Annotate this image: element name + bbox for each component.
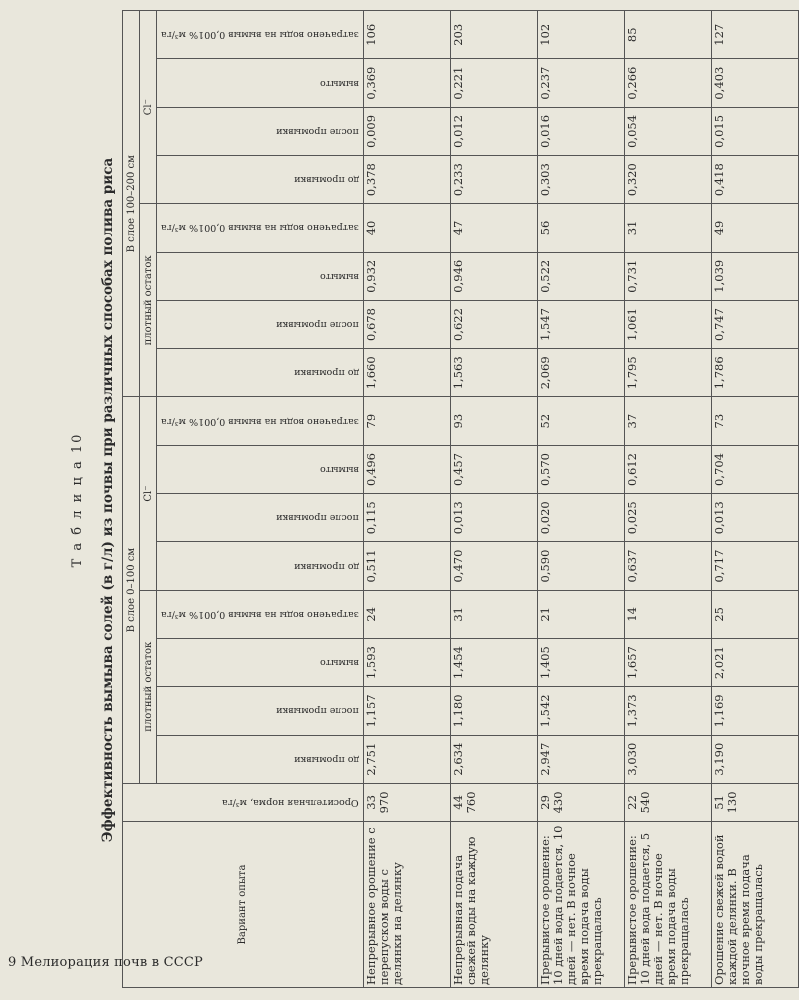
value-cell: 0,303 bbox=[537, 156, 624, 204]
header-after: после промывки bbox=[157, 494, 364, 542]
value-cell: 0,747 bbox=[711, 300, 798, 348]
page-footer: 9 Мелиорация почв в СССР bbox=[8, 955, 203, 970]
table-row bbox=[537, 11, 624, 988]
value-cell: 1,157 bbox=[363, 687, 450, 735]
value-cell: 31 bbox=[450, 590, 537, 638]
norm-cell: 22 540 bbox=[624, 783, 711, 821]
value-cell: 49 bbox=[711, 204, 798, 252]
value-cell: 0,009 bbox=[363, 107, 450, 155]
header-cost: затрачено воды на вымыв 0,001% м³/га bbox=[157, 397, 364, 445]
value-cell: 1,660 bbox=[363, 349, 450, 397]
header-chloride-1: Cl⁻ bbox=[140, 397, 157, 590]
value-cell: 0,369 bbox=[363, 59, 450, 107]
value-cell: 1,180 bbox=[450, 687, 537, 735]
value-cell: 85 bbox=[624, 11, 711, 59]
value-cell: 0,012 bbox=[450, 107, 537, 155]
value-cell: 1,405 bbox=[537, 638, 624, 686]
value-cell: 1,169 bbox=[711, 687, 798, 735]
norm-cell: 29 430 bbox=[537, 783, 624, 821]
value-cell: 0,378 bbox=[363, 156, 450, 204]
value-cell: 1,593 bbox=[363, 638, 450, 686]
value-cell: 0,612 bbox=[624, 445, 711, 493]
header-variant: Вариант опыта bbox=[123, 822, 364, 988]
variant-cell: Непрерывное орошение с перепуском воды с делянки на делянку bbox=[363, 822, 450, 988]
value-cell: 0,016 bbox=[537, 107, 624, 155]
value-cell: 0,266 bbox=[624, 59, 711, 107]
header-after: после промывки bbox=[157, 300, 364, 348]
header-norm bbox=[123, 783, 364, 821]
header-washed: вымыто bbox=[157, 638, 364, 686]
value-cell: 0,496 bbox=[363, 445, 450, 493]
header-dry-residue-1: плотный остаток bbox=[140, 590, 157, 783]
table-number: Т а б л и ц а 10 bbox=[70, 432, 85, 568]
value-cell: 0,570 bbox=[537, 445, 624, 493]
header-washed: вымыто bbox=[157, 252, 364, 300]
variant-cell: Орошение свежей водой каждой делянки. В ночное время подача воды прекращалась bbox=[711, 822, 798, 988]
value-cell: 1,563 bbox=[450, 349, 537, 397]
variant-cell: Прерывистое орошение: 10 дней вода подается, 5 дней — нет. В ночное время подача воды прекращалась bbox=[624, 822, 711, 988]
header-norm-label: Оросительная норма, м³/га bbox=[222, 796, 359, 808]
value-cell: 1,454 bbox=[450, 638, 537, 686]
norm-cell: 33 970 bbox=[363, 783, 450, 821]
header-after: после промывки bbox=[157, 107, 364, 155]
table-row bbox=[450, 11, 537, 988]
value-cell: 24 bbox=[363, 590, 450, 638]
value-cell: 0,731 bbox=[624, 252, 711, 300]
variant-cell: Непрерывная подача свежей воды на каждую делянку bbox=[450, 822, 537, 988]
value-cell: 127 bbox=[711, 11, 798, 59]
header-before: до промывки bbox=[157, 735, 364, 783]
value-cell: 1,547 bbox=[537, 300, 624, 348]
value-cell: 0,025 bbox=[624, 494, 711, 542]
value-cell: 1,039 bbox=[711, 252, 798, 300]
value-cell: 0,522 bbox=[537, 252, 624, 300]
table-row bbox=[711, 11, 798, 988]
table-row bbox=[363, 11, 450, 988]
value-cell: 31 bbox=[624, 204, 711, 252]
value-cell: 0,221 bbox=[450, 59, 537, 107]
value-cell: 0,237 bbox=[537, 59, 624, 107]
value-cell: 203 bbox=[450, 11, 537, 59]
value-cell: 0,704 bbox=[711, 445, 798, 493]
value-cell: 2,021 bbox=[711, 638, 798, 686]
value-cell: 106 bbox=[363, 11, 450, 59]
header-dry-residue-2: плотный остаток bbox=[140, 204, 157, 397]
value-cell: 1,795 bbox=[624, 349, 711, 397]
table-row bbox=[624, 11, 711, 988]
header-layer-100-200: В слое 100–200 см bbox=[123, 11, 140, 397]
value-cell: 93 bbox=[450, 397, 537, 445]
value-cell: 2,751 bbox=[363, 735, 450, 783]
value-cell: 1,786 bbox=[711, 349, 798, 397]
header-layer-0-100: В слое 0–100 см bbox=[123, 397, 140, 783]
header-before: до промывки bbox=[157, 542, 364, 590]
value-cell: 0,418 bbox=[711, 156, 798, 204]
value-cell: 0,590 bbox=[537, 542, 624, 590]
value-cell: 0,637 bbox=[624, 542, 711, 590]
value-cell: 2,634 bbox=[450, 735, 537, 783]
table-body bbox=[363, 11, 798, 988]
header-washed: вымыто bbox=[157, 445, 364, 493]
value-cell: 0,946 bbox=[450, 252, 537, 300]
value-cell: 0,403 bbox=[711, 59, 798, 107]
value-cell: 47 bbox=[450, 204, 537, 252]
value-cell: 3,190 bbox=[711, 735, 798, 783]
header-cost: затрачено воды на вымыв 0,001% м³/га bbox=[157, 11, 364, 59]
value-cell: 0,115 bbox=[363, 494, 450, 542]
value-cell: 14 bbox=[624, 590, 711, 638]
value-cell: 0,013 bbox=[711, 494, 798, 542]
value-cell: 56 bbox=[537, 204, 624, 252]
value-cell: 0,054 bbox=[624, 107, 711, 155]
header-before: до промывки bbox=[157, 156, 364, 204]
variant-cell: Прерывистое орошение: 10 дней вода подается, 10 дней — нет. В ночное время подача воды прекращалась bbox=[537, 822, 624, 988]
header-before: до промывки bbox=[157, 349, 364, 397]
value-cell: 0,717 bbox=[711, 542, 798, 590]
value-cell: 0,932 bbox=[363, 252, 450, 300]
value-cell: 1,657 bbox=[624, 638, 711, 686]
value-cell: 2,069 bbox=[537, 349, 624, 397]
value-cell: 0,678 bbox=[363, 300, 450, 348]
value-cell: 2,947 bbox=[537, 735, 624, 783]
value-cell: 73 bbox=[711, 397, 798, 445]
value-cell: 0,015 bbox=[711, 107, 798, 155]
value-cell: 0,013 bbox=[450, 494, 537, 542]
value-cell: 79 bbox=[363, 397, 450, 445]
value-cell: 0,470 bbox=[450, 542, 537, 590]
value-cell: 0,320 bbox=[624, 156, 711, 204]
table-caption: Эффективность вымыва солей (в г/л) из почвы при различных способах полива риса bbox=[100, 157, 116, 843]
value-cell: 102 bbox=[537, 11, 624, 59]
value-cell: 0,233 bbox=[450, 156, 537, 204]
value-cell: 1,373 bbox=[624, 687, 711, 735]
value-cell: 0,020 bbox=[537, 494, 624, 542]
value-cell: 37 bbox=[624, 397, 711, 445]
norm-cell: 51 130 bbox=[711, 783, 798, 821]
header-cost: затрачено воды на вымыв 0,001% м³/га bbox=[157, 590, 364, 638]
value-cell: 0,622 bbox=[450, 300, 537, 348]
value-cell: 0,511 bbox=[363, 542, 450, 590]
header-cost: затрачено воды на вымыв 0,001% м³/га bbox=[157, 204, 364, 252]
norm-cell: 44 760 bbox=[450, 783, 537, 821]
value-cell: 25 bbox=[711, 590, 798, 638]
value-cell: 40 bbox=[363, 204, 450, 252]
value-cell: 1,061 bbox=[624, 300, 711, 348]
header-chloride-2: Cl⁻ bbox=[140, 11, 157, 204]
header-after: после промывки bbox=[157, 687, 364, 735]
salt-leaching-table bbox=[122, 10, 799, 988]
value-cell: 21 bbox=[537, 590, 624, 638]
header-washed: вымыто bbox=[157, 59, 364, 107]
value-cell: 3,030 bbox=[624, 735, 711, 783]
value-cell: 52 bbox=[537, 397, 624, 445]
value-cell: 0,457 bbox=[450, 445, 537, 493]
value-cell: 1,542 bbox=[537, 687, 624, 735]
